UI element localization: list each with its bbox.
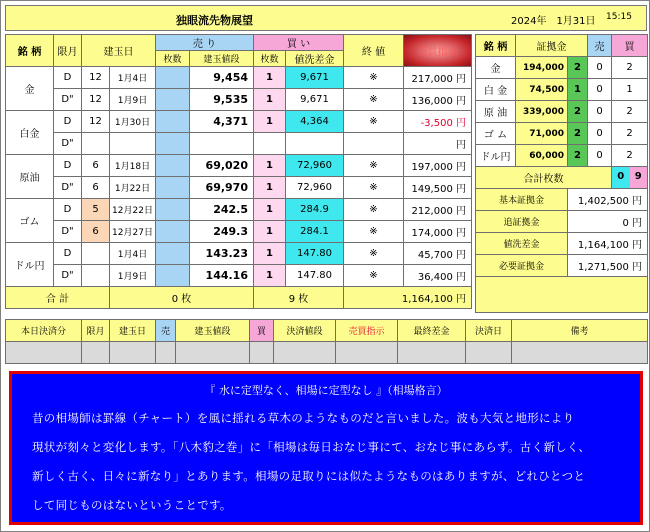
commodity-name: 原油 bbox=[6, 155, 54, 199]
row-type: D" bbox=[54, 265, 82, 287]
page-title: 独眼流先物展望 bbox=[176, 14, 253, 27]
margin-mult: 2 bbox=[568, 145, 588, 167]
row-close: 284.9 bbox=[286, 199, 344, 221]
settlement-header: 建玉値段 bbox=[176, 320, 250, 342]
row-sell-qty bbox=[156, 111, 190, 133]
row-date: 12月27日 bbox=[110, 221, 156, 243]
row-type: D bbox=[54, 199, 82, 221]
summary-label: 値洗差金 bbox=[476, 233, 568, 255]
row-month: 12 bbox=[82, 67, 110, 89]
row-close: 4,364 bbox=[286, 111, 344, 133]
row-buy-qty: 1 bbox=[254, 221, 286, 243]
row-tate-price: 249.3 bbox=[190, 221, 254, 243]
row-type: D bbox=[54, 67, 82, 89]
total-sell: 0 枚 bbox=[110, 287, 254, 309]
right-header-shoko: 証拠金 bbox=[516, 35, 588, 57]
settlement-table bbox=[5, 319, 648, 364]
gokei-sell: 0 bbox=[612, 167, 630, 188]
header-tateprice: 建玉値段 bbox=[190, 51, 254, 67]
summary-value: 0 円 bbox=[568, 211, 648, 233]
row-sell-qty bbox=[156, 265, 190, 287]
gokei-buy: 9 bbox=[630, 167, 648, 188]
margin-amount: 194,000 bbox=[516, 57, 568, 79]
settlement-header: 建玉日 bbox=[110, 320, 156, 342]
row-month: 6 bbox=[82, 221, 110, 243]
row-buy-qty: 1 bbox=[254, 177, 286, 199]
row-buy-qty: 1 bbox=[254, 67, 286, 89]
title-bar bbox=[5, 5, 647, 31]
row-month: 12 bbox=[82, 89, 110, 111]
margin-buy: 2 bbox=[612, 101, 648, 123]
row-buy-qty: 1 bbox=[254, 199, 286, 221]
settlement-cell bbox=[274, 342, 336, 364]
total-diff: 1,164,100 円 bbox=[344, 287, 472, 309]
summary-label: 追証拠金 bbox=[476, 211, 568, 233]
margin-commodity: 白 金 bbox=[476, 79, 516, 101]
settlement-header: 備考 bbox=[512, 320, 648, 342]
row-sell-qty bbox=[156, 221, 190, 243]
row-type: D" bbox=[54, 221, 82, 243]
margin-commodity: 原 油 bbox=[476, 101, 516, 123]
row-diff: 149,500 円 bbox=[404, 177, 472, 199]
row-sell-qty bbox=[156, 67, 190, 89]
row-buy-qty: 1 bbox=[254, 155, 286, 177]
row-close: 147.80 bbox=[286, 265, 344, 287]
row-close: 72,960 bbox=[286, 155, 344, 177]
row-diff: -3,500 円 bbox=[404, 111, 472, 133]
positions-table bbox=[5, 34, 472, 309]
position-row bbox=[6, 133, 472, 155]
total-label: 合 計 bbox=[6, 287, 110, 309]
margin-sell: 0 bbox=[588, 79, 612, 101]
time-label: 15:15 bbox=[606, 12, 632, 22]
total-buy: 9 枚 bbox=[254, 287, 344, 309]
position-row bbox=[6, 243, 472, 265]
row-sell-qty bbox=[156, 199, 190, 221]
proverb-line: 新しく古く、日々に新なり」とあります。相場の足取りには似たようなものはありますが、どれひとつと bbox=[32, 469, 586, 483]
margin-sell: 0 bbox=[588, 123, 612, 145]
row-type: D" bbox=[54, 177, 82, 199]
row-instruction: ※ bbox=[344, 89, 404, 111]
header-uri: 売 り bbox=[156, 35, 254, 51]
margin-buy: 2 bbox=[612, 145, 648, 167]
margin-mult: 1 bbox=[568, 79, 588, 101]
row-tate-price: 143.23 bbox=[190, 243, 254, 265]
settlement-header: 本日決済分 bbox=[6, 320, 82, 342]
settlement-header: 決済日 bbox=[466, 320, 512, 342]
proverb-line: して同じものはないということです。 bbox=[32, 498, 232, 512]
right-header-uri: 売 bbox=[588, 35, 612, 57]
date-label: 2024年 1月31日 bbox=[511, 16, 596, 27]
commodity-name: ドル円 bbox=[6, 243, 54, 287]
row-type: D bbox=[54, 155, 82, 177]
row-buy-qty: 1 bbox=[254, 111, 286, 133]
row-instruction: ※ bbox=[344, 67, 404, 89]
gokei-label: 合計枚数 bbox=[476, 167, 612, 189]
header-meigara: 銘 柄 bbox=[6, 35, 54, 67]
row-date: 1月4日 bbox=[110, 67, 156, 89]
row-date bbox=[110, 133, 156, 155]
row-type: D" bbox=[54, 133, 82, 155]
header-buy-maisu: 枚数 bbox=[254, 51, 286, 67]
margin-mult: 2 bbox=[568, 57, 588, 79]
summary-value: 1,164,100 円 bbox=[568, 233, 648, 255]
row-date: 1月18日 bbox=[110, 155, 156, 177]
settlement-header: 買 bbox=[250, 320, 274, 342]
position-row bbox=[6, 89, 472, 111]
settlement-header: 決済値段 bbox=[274, 320, 336, 342]
settlement-cell bbox=[156, 342, 176, 364]
margin-amount: 74,500 bbox=[516, 79, 568, 101]
settlement-cell bbox=[466, 342, 512, 364]
margin-row bbox=[476, 145, 648, 167]
row-month bbox=[82, 133, 110, 155]
margin-buy: 2 bbox=[612, 57, 648, 79]
header-nesa: 値洗差金 bbox=[286, 51, 344, 67]
row-month: 6 bbox=[82, 177, 110, 199]
summary-value: 1,271,500 円 bbox=[568, 255, 648, 277]
row-tate-price: 69,970 bbox=[190, 177, 254, 199]
row-instruction: ※ bbox=[344, 155, 404, 177]
row-instruction: ※ bbox=[344, 221, 404, 243]
margin-amount: 60,000 bbox=[516, 145, 568, 167]
row-month: 12 bbox=[82, 111, 110, 133]
row-type: D bbox=[54, 243, 82, 265]
row-date: 1月9日 bbox=[110, 265, 156, 287]
row-diff: 45,700 円 bbox=[404, 243, 472, 265]
settlement-header: 売買指示 bbox=[336, 320, 398, 342]
summary-row bbox=[476, 189, 648, 211]
proverb-line: 昔の相場師は罫線（チャート）を風に揺れる草木のようなものだと言いました。波も大気と地形により bbox=[32, 411, 575, 425]
summary-label: 必要証拠金 bbox=[476, 255, 568, 277]
proverb-heading: 『 水に定型なく、相場に定型なし 』（相場格言） bbox=[204, 384, 448, 397]
row-buy-qty: 1 bbox=[254, 243, 286, 265]
margin-amount: 71,000 bbox=[516, 123, 568, 145]
right-header-kai: 買 bbox=[612, 35, 648, 57]
row-tate-price: 69,020 bbox=[190, 155, 254, 177]
row-buy-qty bbox=[254, 133, 286, 155]
row-month: 5 bbox=[82, 199, 110, 221]
row-instruction bbox=[344, 133, 404, 155]
commodity-name: 金 bbox=[6, 67, 54, 111]
position-row bbox=[6, 155, 472, 177]
header-sell-maisu: 枚数 bbox=[156, 51, 190, 67]
summary-label: 基本証拠金 bbox=[476, 189, 568, 211]
position-row bbox=[6, 177, 472, 199]
margin-sell: 0 bbox=[588, 145, 612, 167]
row-instruction: ※ bbox=[344, 199, 404, 221]
row-date: 1月4日 bbox=[110, 243, 156, 265]
row-instruction: ※ bbox=[344, 177, 404, 199]
row-close: 72,960 bbox=[286, 177, 344, 199]
settlement-cell bbox=[336, 342, 398, 364]
settlement-cell bbox=[176, 342, 250, 364]
row-close: 147.80 bbox=[286, 243, 344, 265]
summary-row bbox=[476, 255, 648, 277]
baibai-shiji-button[interactable]: 売買指示 bbox=[404, 35, 472, 67]
row-sell-qty bbox=[156, 89, 190, 111]
header-kai: 買 い bbox=[254, 35, 344, 51]
summary-value: 1,402,500 円 bbox=[568, 189, 648, 211]
row-tate-price: 9,454 bbox=[190, 67, 254, 89]
row-date: 12月22日 bbox=[110, 199, 156, 221]
position-row bbox=[6, 265, 472, 287]
row-instruction: ※ bbox=[344, 111, 404, 133]
margin-commodity: 金 bbox=[476, 57, 516, 79]
row-month bbox=[82, 243, 110, 265]
margin-row bbox=[476, 57, 648, 79]
settlement-header: 売 bbox=[156, 320, 176, 342]
header-owarine: 終 値 bbox=[344, 35, 404, 67]
row-close bbox=[286, 133, 344, 155]
row-tate-price bbox=[190, 133, 254, 155]
row-tate-price: 4,371 bbox=[190, 111, 254, 133]
row-instruction: ※ bbox=[344, 265, 404, 287]
header-tateday: 建玉日 bbox=[82, 35, 156, 67]
position-row bbox=[6, 111, 472, 133]
header-gengetsu: 限月 bbox=[54, 35, 82, 67]
row-close: 284.1 bbox=[286, 221, 344, 243]
row-tate-price: 144.16 bbox=[190, 265, 254, 287]
settlement-cell bbox=[512, 342, 648, 364]
row-month bbox=[82, 265, 110, 287]
margin-buy: 2 bbox=[612, 123, 648, 145]
row-tate-price: 9,535 bbox=[190, 89, 254, 111]
row-type: D" bbox=[54, 89, 82, 111]
summary-row bbox=[476, 233, 648, 255]
row-diff: 197,000 円 bbox=[404, 155, 472, 177]
row-diff: 36,400 円 bbox=[404, 265, 472, 287]
row-date: 1月9日 bbox=[110, 89, 156, 111]
margin-mult: 2 bbox=[568, 101, 588, 123]
commodity-name: 白金 bbox=[6, 111, 54, 155]
commodity-name: ゴム bbox=[6, 199, 54, 243]
margin-sell: 0 bbox=[588, 57, 612, 79]
row-instruction: ※ bbox=[344, 243, 404, 265]
row-diff: 174,000 円 bbox=[404, 221, 472, 243]
proverb-line: 現状が刻々と変化します。「八木豹之巻」に「相場は毎日おなじ事にて、おなじ事にあらず。古く新しく、 bbox=[32, 440, 591, 454]
row-tate-price: 242.5 bbox=[190, 199, 254, 221]
margin-commodity: ゴ ム bbox=[476, 123, 516, 145]
position-row bbox=[6, 67, 472, 89]
margin-table bbox=[475, 34, 648, 313]
margin-amount: 339,000 bbox=[516, 101, 568, 123]
margin-row bbox=[476, 101, 648, 123]
margin-row bbox=[476, 79, 648, 101]
row-close: 9,671 bbox=[286, 89, 344, 111]
proverb-panel bbox=[9, 371, 643, 525]
row-close: 9,671 bbox=[286, 67, 344, 89]
right-header-meigara: 銘 柄 bbox=[476, 35, 516, 57]
row-date: 1月22日 bbox=[110, 177, 156, 199]
row-type: D bbox=[54, 111, 82, 133]
margin-row bbox=[476, 123, 648, 145]
row-sell-qty bbox=[156, 243, 190, 265]
row-buy-qty: 1 bbox=[254, 89, 286, 111]
position-row bbox=[6, 199, 472, 221]
right-empty-panel bbox=[476, 277, 648, 313]
summary-row bbox=[476, 211, 648, 233]
row-date: 1月30日 bbox=[110, 111, 156, 133]
settlement-cell bbox=[110, 342, 156, 364]
settlement-cell bbox=[250, 342, 274, 364]
row-sell-qty bbox=[156, 155, 190, 177]
settlement-cell bbox=[82, 342, 110, 364]
settlement-header: 限月 bbox=[82, 320, 110, 342]
row-diff: 円 bbox=[404, 133, 472, 155]
settlement-cell bbox=[6, 342, 82, 364]
settlement-header: 最終差金 bbox=[398, 320, 466, 342]
row-sell-qty bbox=[156, 133, 190, 155]
row-diff: 136,000 円 bbox=[404, 89, 472, 111]
row-diff: 217,000 円 bbox=[404, 67, 472, 89]
row-diff: 212,000 円 bbox=[404, 199, 472, 221]
margin-commodity: ドル円 bbox=[476, 145, 516, 167]
position-row bbox=[6, 221, 472, 243]
row-buy-qty: 1 bbox=[254, 265, 286, 287]
settlement-cell bbox=[398, 342, 466, 364]
row-sell-qty bbox=[156, 177, 190, 199]
margin-buy: 1 bbox=[612, 79, 648, 101]
margin-sell: 0 bbox=[588, 101, 612, 123]
row-month: 6 bbox=[82, 155, 110, 177]
margin-mult: 2 bbox=[568, 123, 588, 145]
